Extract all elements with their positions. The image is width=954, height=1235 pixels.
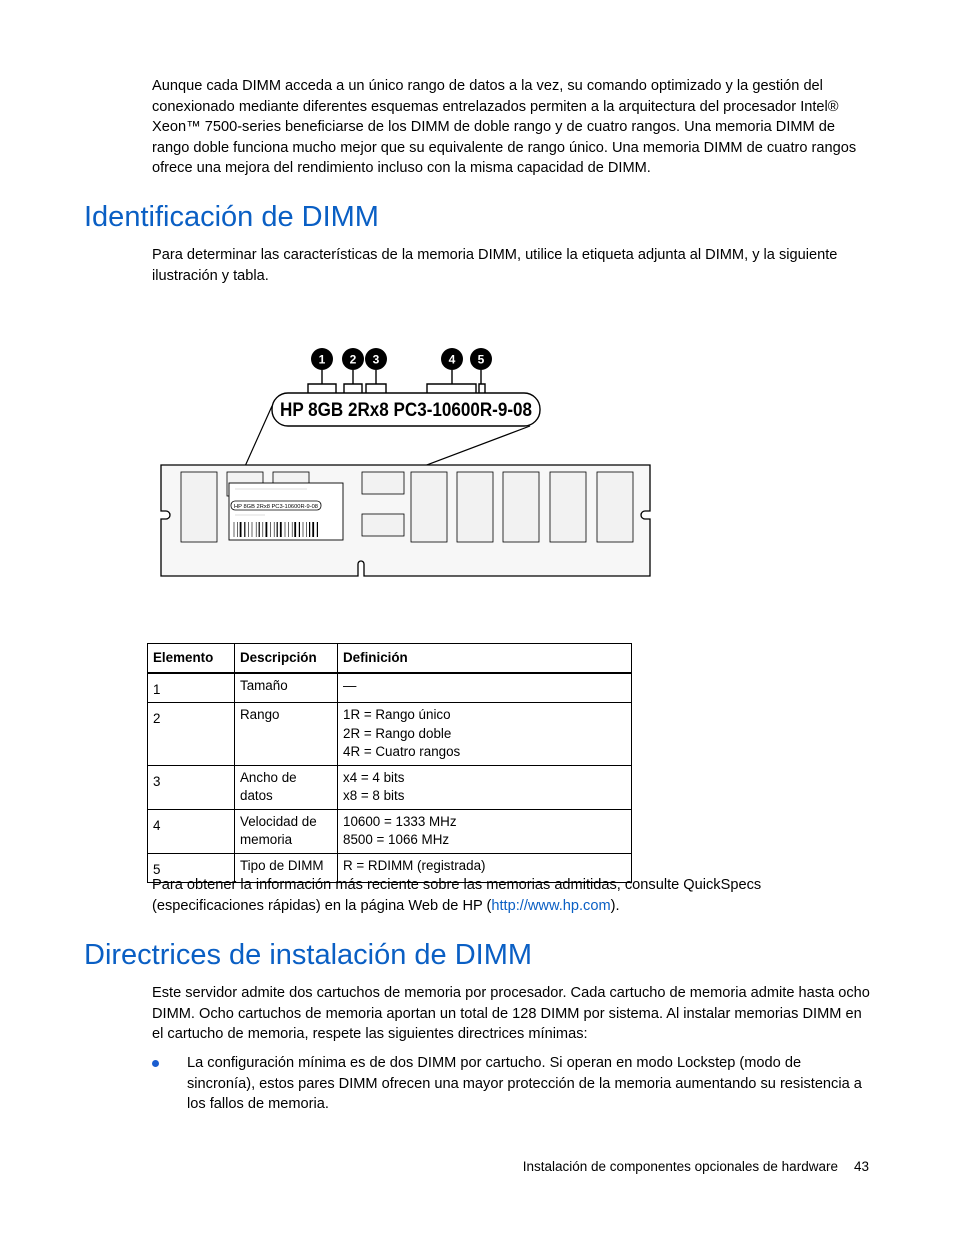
identification-paragraph: Para determinar las características de la memoria DIMM, utilice la etiqueta adjunta al DIMM, y la siguiente ilustración y tabla.	[152, 247, 838, 284]
header-definition: Definición	[338, 644, 632, 673]
hp-website-link[interactable]: http://www.hp.com	[491, 897, 611, 914]
description-line: Tipo de DIMM	[240, 857, 324, 873]
table-row	[148, 673, 632, 703]
row-description	[235, 703, 338, 766]
bullet-text: La configuración mínima es de dos DIMM por cartucho. Si operan en modo Lockstep (modo de sincronía), estos pares DIMM ofrecen una mayor protección de la memoria aumentando su resistencia a los fallos de memoria.	[187, 1055, 862, 1112]
footer-chapter: Instalación de componentes opcionales de hardware	[522, 1159, 838, 1174]
row-element: 1	[148, 673, 235, 703]
callout-3-label: 3	[372, 352, 380, 367]
definition-line: 1R = Rango único	[343, 707, 451, 722]
row-description	[235, 809, 338, 853]
callout-1-label: 1	[318, 352, 326, 367]
table-row	[148, 765, 632, 809]
callout-2-label: 2	[349, 352, 357, 367]
section-title-dimm-identification: Identificación de DIMM	[84, 201, 379, 233]
description-line: Ancho de	[240, 769, 297, 785]
definition-line: 4R = Cuatro rangos	[343, 744, 461, 759]
header-element: Elemento	[148, 644, 235, 673]
section-title-dimm-installation: Directrices de instalación de DIMM	[84, 939, 533, 971]
row-definition	[338, 673, 632, 703]
row-definition	[338, 765, 632, 809]
table-row	[148, 809, 632, 853]
row-definition	[338, 809, 632, 853]
row-element: 3	[148, 765, 235, 809]
description-line: Rango	[240, 707, 280, 722]
table-row	[148, 703, 632, 766]
description-line: Tamaño	[240, 677, 288, 693]
row-element: 4	[148, 809, 235, 853]
row-description	[235, 765, 338, 809]
installation-paragraph: Este servidor admite dos cartuchos de memoria por procesador. Cada cartucho de memoria admite hasta ocho DIMM. Ocho cartuchos de memoria aportan un total de 128 DIMM por sistema. Al instalar memorias DIMM en el cartucho de memoria, respete las siguientes directrices mínimas:	[152, 985, 870, 1042]
header-description: Descripción	[235, 644, 338, 673]
row-element: 5	[148, 853, 235, 883]
dimm-label-figure	[155, 340, 655, 580]
page-number: 43	[853, 1159, 869, 1174]
quickspecs-text: Para obtener la información más reciente sobre las memorias admitidas, consulte QuickSpecs (especificaciones rápidas) en la página Web de HP (	[152, 877, 762, 914]
definition-line: —	[343, 677, 357, 693]
dimm-label-text: HP 8GB 2Rx8 PC3-10600R-9-08	[280, 400, 532, 421]
callout-4-label: 4	[448, 352, 456, 367]
description-line: datos	[240, 788, 273, 803]
definition-line: x4 = 4 bits	[343, 769, 405, 785]
quickspecs-text-end: ).	[610, 897, 620, 914]
dimm-spec-table	[147, 643, 632, 883]
bullet-icon	[152, 1060, 159, 1067]
sticker-label-text: HP 8GB 2Rx8 PC3-10600R-9-08	[234, 504, 318, 510]
page-footer	[523, 1158, 869, 1176]
callout-5-label: 5	[477, 352, 485, 367]
row-definition	[338, 703, 632, 766]
quickspecs-paragraph	[152, 875, 872, 916]
row-element: 2	[148, 703, 235, 766]
definition-line: 8500 = 1066 MHz	[343, 832, 450, 847]
intro-paragraph: Aunque cada DIMM acceda a un único rango de datos a la vez, su comando optimizado y la gestión del conexionado mediante diferentes esquemas entrelazados permiten a la arquitectura del procesador Intel® Xeon™ 7500-series beneficiarse de los DIMM de doble rango y de cuatro rangos. Una memoria DIMM de rango doble funciona mucho mejor que su equivalente de rango único. Una memoria DIMM de cuatro rangos ofrece una mejora del rendimiento incluso con la misma capacidad de DIMM.	[152, 78, 857, 176]
definition-line: R = RDIMM (registrada)	[343, 857, 486, 873]
row-description	[235, 673, 338, 703]
description-line: memoria	[240, 832, 293, 847]
description-line: Velocidad de	[240, 813, 317, 829]
definition-line: 2R = Rango doble	[343, 725, 452, 741]
definition-line: x8 = 8 bits	[343, 788, 405, 803]
definition-line: 10600 = 1333 MHz	[343, 813, 457, 829]
